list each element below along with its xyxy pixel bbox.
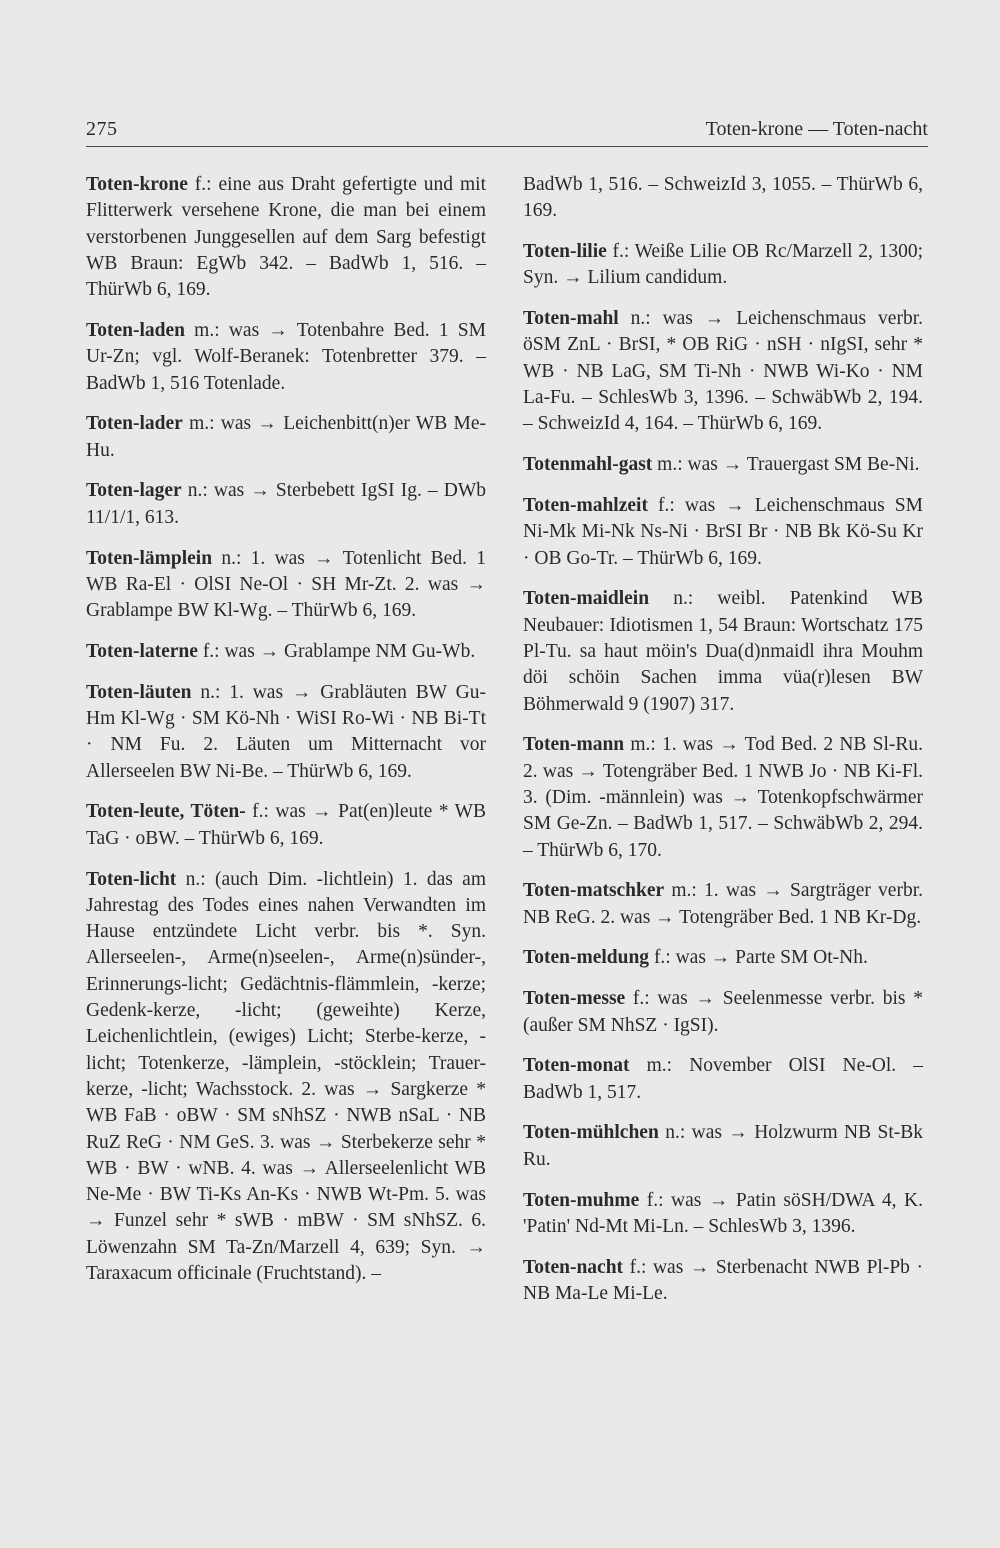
dictionary-entry [523,986,923,1039]
entry-headword: Toten-lämplein [86,547,213,569]
entry-text: n.: was → Holzwurm NB St-Bk Ru. [523,1122,923,1170]
dictionary-entry [86,639,486,665]
entry-text: m.: was → Trauergast SM Be-Ni. [652,454,920,476]
dictionary-entry [523,1120,923,1173]
entry-headword: Toten-maidlein [523,588,650,610]
entry-text: f.: eine aus Draht gefertigte und mit Flitterwerk versehene Krone, die man bei einem verstorbenen Junggesellen auf dem Sarg befestigt WB Braun: EgWb 342. – BadWb 1, 516. – ThürWb 6, 169. [86,174,486,301]
dictionary-entry [86,546,486,625]
entry-headword: Toten-muhme [523,1189,640,1211]
entry-text: n.: 1. was → Grabläuten BW Gu-Hm Kl-Wg · SM Kö-Nh · WiSI Ro-Wi · NB Bi-Tt · NM Fu. 2. Läuten um Mitternacht vor Allerseelen BW Ni-Be. – ThürWb 6, 169. [86,681,486,782]
dictionary-entry [523,732,923,863]
entry-headword: Toten-meldung [523,947,650,969]
entry-text: m.: was → Totenbahre Bed. 1 SM Ur-Zn; vgl. Wolf-Beranek: Totenbretter 379. – BadWb 1, 516 Totenlade. [86,319,486,394]
dictionary-entry [86,172,486,303]
entry-headword: Toten-laden [86,319,185,341]
right-column [523,172,923,1322]
entry-headword: Totenmahl-gast [523,454,653,476]
dictionary-entry [86,318,486,397]
entry-text: f.: was → Pat(en)leute * WB TaG · oBW. – ThürWb 6, 169. [86,801,486,849]
dictionary-entry [523,878,923,931]
dictionary-entry [86,680,486,785]
entry-text: m.: November OlSI Ne-Ol. – BadWb 1, 517. [523,1055,923,1103]
running-title: Toten-krone — Toten-nacht [705,118,928,140]
entry-headword: Toten-läuten [86,681,192,703]
entry-text: f.: was → Grablampe NM Gu-Wb. [197,640,476,662]
dictionary-entry [86,799,486,852]
entry-headword: Toten-mahl [523,308,619,330]
dictionary-entry [523,493,923,572]
entry-headword: Toten-mann [523,734,625,756]
entry-headword: Toten-lader [86,413,183,435]
entry-headword: Toten-leute, Töten- [86,801,246,823]
entry-text: n.: was → Leichenschmaus verbr. öSM ZnL · BrSI, * OB RiG · nSH · nIgSI, sehr * WB · NB LaG, SM Ti-Nh · NWB Wi-Ko · NM La-Fu. – SchlesWb 3, 1396. – SchwäbWb 2, 194. – SchweizId 4, 164. – ThürWb 6, 169. [523,308,923,435]
entry-headword: Toten-krone [86,174,188,195]
dictionary-entry [523,945,923,971]
dictionary-entry [523,586,923,717]
entry-text: n.: (auch Dim. -lichtlein) 1. das am Jahrestag des Todes eines nahen Verwandten im Hause entzündete Licht verbr. bis *. Syn. Allerseelen-, Arme(n)seelen-, Arme(n)sünder-, Erinnerungs-licht; Gedächtnis-flämmlein, -kerze; Gedenk-kerze, -licht; (geweihte) Kerze, Leichenlichtlein, (ewiges) Licht; Sterbe-kerze, -licht; Totenkerze, -lämplein, -stöcklein; Trauer-kerze, -licht; Wachsstock. 2. was → Sargkerze * WB FaB · oBW · SM sNhSZ · NWB nSaL · NB RuZ ReG · NM GeS. 3. was → Sterbekerze sehr * WB · BW · wNB. 4. was → Allerseelenlicht WB Ne-Me · BW Ti-Ks An-Ks · NWB Wt-Pm. 5. was → Funzel sehr * sWB · mBW · SM sNhSZ. 6. Löwenzahn SM Ta-Zn/Marzell 4, 639; Syn. → Taraxacum officinale (Fruchtstand). – [86,868,486,1284]
entry-headword: Toten-messe [523,988,626,1010]
entry-text: f.: was → Leichenschmaus SM Ni-Mk Mi-Nk Ns-Ni · BrSI Br · NB Bk Kö-Su Kr · OB Go-Tr. – ThürWb 6, 169. [523,494,923,569]
dictionary-entry [86,867,486,1288]
entry-text: BadWb 1, 516. – SchweizId 3, 1055. – ThürWb 6, 169. [523,174,923,222]
dictionary-entry [86,478,486,531]
dictionary-entry [523,1188,923,1241]
entry-text: n.: 1. was → Totenlicht Bed. 1 WB Ra-El · OlSI Ne-Ol · SH Mr-Zt. 2. was → Grablampe BW Kl-Wg. – ThürWb 6, 169. [86,547,486,622]
entry-text: n.: was → Sterbebett IgSI Ig. – DWb 11/1/1, 613. [86,480,486,528]
page-header [86,116,928,147]
entry-text: m.: 1. was → Sargträger verbr. NB ReG. 2. was → Totengräber Bed. 1 NB Kr-Dg. [523,880,923,928]
entry-headword: Toten-mahlzeit [523,494,648,516]
entry-text: m.: 1. was → Tod Bed. 2 NB Sl-Ru. 2. was → Totengräber Bed. 1 NWB Jo · NB Ki-Fl. 3. (Dim. -männlein) was → Totenkopfschwärmer SM Ge-Zn. – BadWb 1, 517. – SchwäbWb 2, 294. – ThürWb 6, 170. [523,734,923,861]
entry-text: f.: was → Seelenmesse verbr. bis * (außer SM NhSZ · IgSI). [523,988,923,1036]
entry-text: m.: was → Leichenbitt(n)er WB Me-Hu. [86,413,486,461]
page-number: 275 [86,118,118,140]
entry-headword: Toten-licht [86,868,177,890]
dictionary-entry [523,1255,923,1308]
entry-headword: Toten-lager [86,480,182,502]
entry-headword: Toten-matschker [523,880,665,902]
entry-headword: Toten-mühlchen [523,1122,659,1144]
dictionary-entry [86,411,486,464]
dictionary-entry [523,1053,923,1106]
left-column [86,172,486,1302]
entry-headword: Toten-monat [523,1055,630,1077]
entry-text: n.: weibl. Patenkind WB Neubauer: Idiotismen 1, 54 Braun: Wortschatz 175 Pl-Tu. sa haut möin's Dua(d)nmaidl ihra Mouhm döi schöin Sachen imma vüa(r)lesen BW Böhmerwald 9 (1907) 317. [523,588,923,715]
entry-headword: Toten-laterne [86,640,198,662]
entry-text: f.: was → Patin söSH/DWA 4, K. 'Patin' Nd-Mt Mi-Ln. – SchlesWb 3, 1396. [523,1189,923,1237]
entry-headword: Toten-lilie [523,241,607,263]
dictionary-entry [523,239,923,292]
entry-text: f.: Weiße Lilie OB Rc/Marzell 2, 1300; Syn. → Lilium candidum. [523,241,923,289]
dictionary-entry [523,306,923,437]
entry-headword: Toten-nacht [523,1256,624,1278]
dictionary-entry [523,452,923,478]
dictionary-entry [523,172,923,225]
entry-text: f.: was → Parte SM Ot-Nh. [649,947,868,969]
entry-text: f.: was → Sterbenacht NWB Pl-Pb · NB Ma-Le Mi-Le. [523,1256,923,1304]
